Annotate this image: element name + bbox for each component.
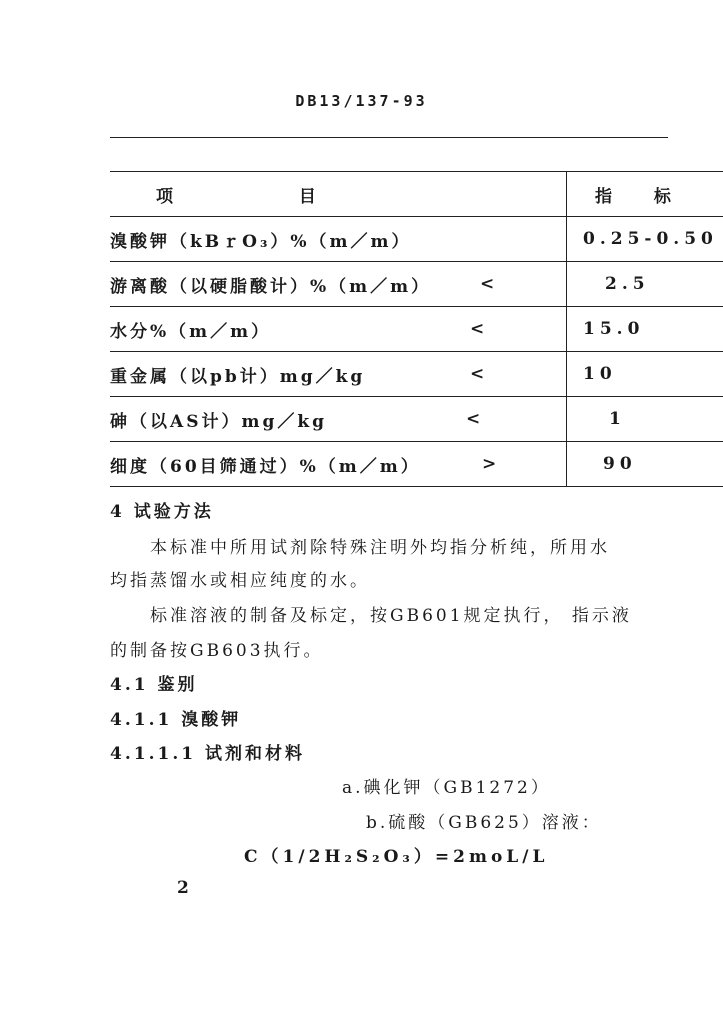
paragraph-line: 标准溶液的制备及标定，按GB601规定执行， 指示液 [150,606,632,626]
table-cell-item [110,442,567,487]
item-text: 细度（60目筛通过）%（m／m） [110,456,421,477]
table-row [110,442,723,487]
table-cell-value: 15.0 [567,307,723,352]
table-header-row [110,172,723,217]
header-rule [110,137,668,138]
table-cell-item [110,262,567,307]
table-row [110,262,723,307]
table-cell-value: 10 [567,352,723,397]
item-text: 砷（以AS计）mg／kg [110,411,328,432]
subsection-heading: 4.1.1 溴酸钾 [110,710,242,730]
document-code: DB13/137-93 [295,92,428,110]
column-header-item: 项 目 [156,186,376,207]
comparison-symbol: < [470,319,485,339]
item-text: 游离酸（以硬脂酸计）%（m／m） [110,276,432,297]
comparison-symbol: < [466,409,481,429]
table-cell-value: 0.25-0.50 [567,217,723,262]
page-number: 2 [177,878,192,898]
table-row [110,397,723,442]
paragraph-line: 本标准中所用试剂除特殊注明外均指分析纯，所用水 [150,538,610,558]
specification-table [110,171,723,487]
table-row [110,352,723,397]
comparison-symbol: < [480,274,495,294]
comparison-symbol: < [470,364,485,384]
table-row [110,307,723,352]
table-cell-value: 90 [567,442,723,487]
comparison-symbol: > [482,454,497,474]
list-item: a.碘化钾（GB1272） [342,778,551,798]
section-heading: 4 试验方法 [110,502,214,522]
paragraph-line: 的制备按GB603执行。 [110,641,324,661]
subsection-heading: 4.1 鉴别 [110,675,198,695]
table-cell-item [110,352,567,397]
column-header-value: 指 标 [567,172,723,217]
item-text: 重金属（以pb计）mg／kg [110,366,366,387]
table-cell-item [110,307,567,352]
table-cell-value: 1 [567,397,723,442]
table-cell-item [110,217,567,262]
table-row [110,217,723,262]
item-text: 水分%（m／m） [110,321,272,342]
table-cell-item [110,397,567,442]
paragraph-line: 均指蒸馏水或相应纯度的水。 [110,571,370,591]
table-cell-value: 2.5 [567,262,723,307]
subsection-heading: 4.1.1.1 试剂和材料 [110,744,305,764]
item-text: 溴酸钾（kBｒO₃）%（m／m） [110,231,412,252]
list-item: b.硫酸（GB625）溶液： [366,813,602,833]
formula: C（1/2H₂S₂O₃）=2moL/L [244,847,549,867]
